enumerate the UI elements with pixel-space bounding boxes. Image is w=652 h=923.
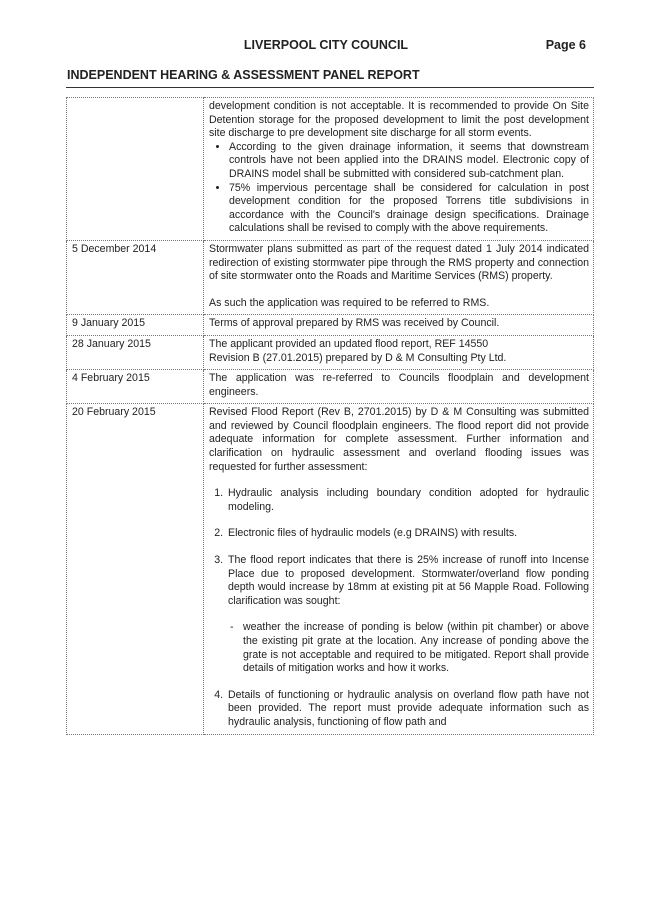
description-cell: The application was re-referred to Councils floodplain and development engineers. [204, 370, 594, 404]
paragraph: Stormwater plans submitted as part of the request dated 1 July 2014 indicated redirection of existing stormwater pipe through the RMS property and connection of site stormwater onto the Roads and Maritime Services (RMS) property. [209, 242, 589, 283]
date-cell: 20 February 2015 [67, 404, 204, 734]
list-item: 2. Electronic files of hydraulic models (e.g DRAINS) with results. [226, 527, 589, 541]
table-row [67, 98, 594, 241]
header-rule [66, 87, 594, 88]
date-cell: 9 January 2015 [67, 315, 204, 336]
dash-list [228, 621, 589, 675]
description-cell [204, 404, 594, 734]
text-line: Revision B (27.01.2015) prepared by D & M Consulting Pty Ltd. [209, 351, 507, 364]
numbered-list [209, 487, 589, 729]
page-number: Page 6 [545, 38, 586, 52]
report-title: LIVERPOOL CITY COUNCIL [243, 38, 409, 52]
list-item: 4. Details of functioning or hydraulic analysis on overland flow path have not been provided. The report must provide adequate information such as hydraulic analysis, functioning of flow path and [226, 689, 589, 730]
list-item [226, 554, 589, 676]
date-cell: 4 February 2015 [67, 370, 204, 404]
table-row [67, 315, 594, 336]
text-line: The applicant provided an updated flood report, REF 14550 [209, 337, 489, 350]
description-cell [204, 98, 594, 241]
description-cell [204, 240, 594, 314]
list-item: • According to the given drainage information, it seems that downstream controls have not been applied into the DRAINS model. Electronic copy of DRAINS model shall be submitted with considered sub-catchment plan. [229, 141, 589, 182]
list-item: 1. Hydraulic analysis including boundary condition adopted for hydraulic modeling. [226, 487, 589, 514]
table-row [67, 404, 594, 734]
paragraph: Revised Flood Report (Rev B, 2701.2015) by D & M Consulting was submitted and reviewed by Council floodplain engineers. The flood report did not provide adequate information for complete assessment. Further information and clarification on hydraulic assessment and overland flooding issues was requested for further assessment: [209, 406, 589, 473]
table-row [67, 335, 594, 369]
continued-paragraph: development condition is not acceptable. It is recommended to provide On Site Detention storage for the proposed development to limit the post development site discharge to pre development site discharge for all storm events. [209, 100, 589, 140]
date-cell [67, 98, 204, 241]
report-subtitle: INDEPENDENT HEARING & ASSESSMENT PANEL REPORT [67, 68, 420, 82]
assessment-timeline-table [66, 97, 594, 735]
list-item: - weather the increase of ponding is below (within pit chamber) or above the existing pit grate at the location. Any increase of ponding above the grate is not acceptable and required to be mitigated. Report shall provide details of mitigation works and how it works. [228, 621, 589, 675]
list-item: • 75% impervious percentage shall be considered for calculation in post development condition for the proposed Torrens title subdivisions in accordance with the Council's drainage design specifications. Drainage calculations shall be revised to comply with the above requirements. [229, 182, 589, 236]
date-cell: 28 January 2015 [67, 335, 204, 369]
table-row [67, 370, 594, 404]
date-cell: 5 December 2014 [67, 240, 204, 314]
table-row [67, 240, 594, 314]
paragraph: As such the application was required to be referred to RMS. [209, 296, 490, 309]
bullet-list [209, 141, 589, 236]
list-item-text: The flood report indicates that there is 25% increase of runoff into Incense Place due to proposed development. Stormwater/overland flow ponding depth would increase by 18mm at existing pit at 56 Mapple Road. Following clarification was sought: [228, 554, 589, 607]
description-cell [204, 335, 594, 369]
description-cell: Terms of approval prepared by RMS was received by Council. [204, 315, 594, 336]
